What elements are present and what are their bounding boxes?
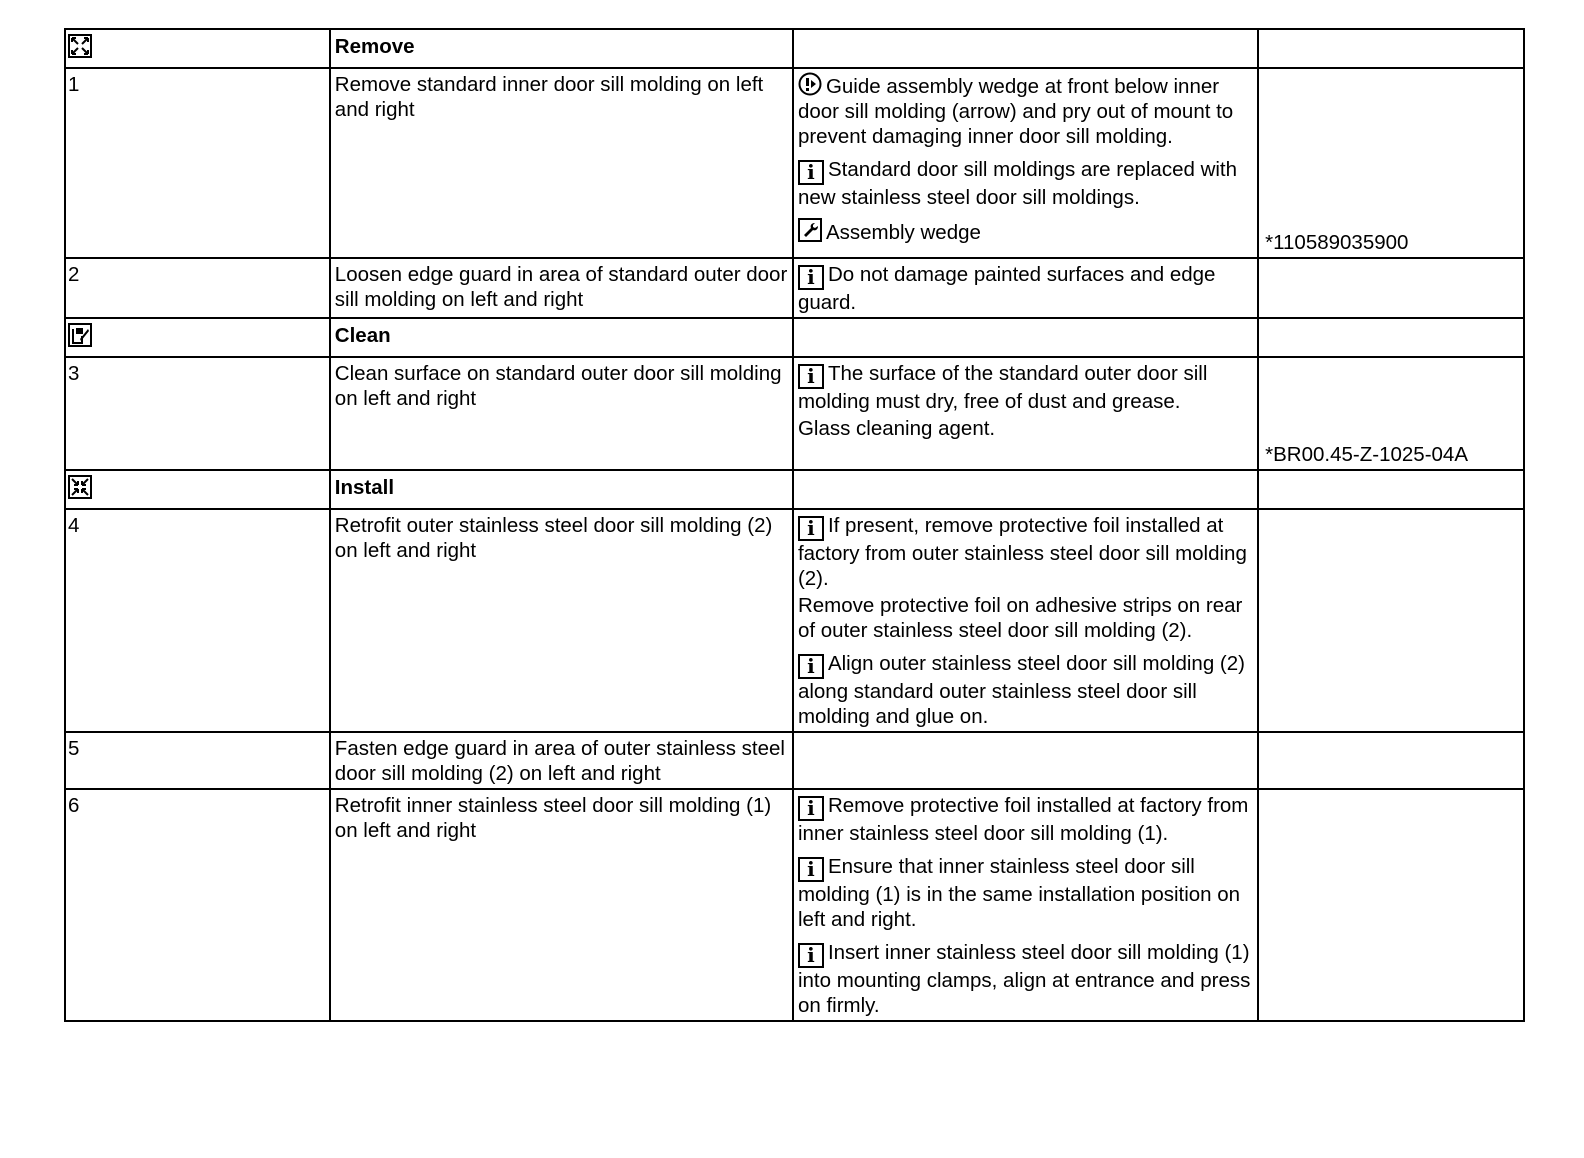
tool-text: Assembly wedge (825, 221, 981, 244)
step-action: Fasten edge guard in area of outer stainless steel door sill molding (2) on left and right (330, 732, 793, 789)
step-number: 4 (65, 509, 330, 732)
info-icon: i (798, 796, 824, 821)
info-icon: i (798, 654, 824, 679)
step-number: 6 (65, 789, 330, 1021)
step-notes (793, 258, 1258, 318)
section-title-clean: Clean (334, 324, 391, 347)
section-row-remove (65, 29, 1524, 68)
step-action: Remove standard inner door sill molding on left and right (330, 68, 793, 258)
info-icon: i (798, 516, 824, 541)
step-action: Retrofit outer stainless steel door sill molding (2) on left and right (330, 509, 793, 732)
step-notes (793, 68, 1258, 258)
install-section-icon (68, 475, 92, 499)
section-title-remove: Remove (334, 35, 415, 58)
section-row-install (65, 470, 1524, 509)
info-icon: i (798, 160, 824, 185)
step-action: Retrofit inner stainless steel door sill molding (1) on left and right (330, 789, 793, 1021)
info-icon: i (798, 943, 824, 968)
info-text: Remove protective foil installed at factory from inner stainless steel door sill molding (1). (797, 794, 1249, 845)
procedure-table (64, 28, 1525, 1022)
special-tool-icon (798, 218, 822, 242)
info-icon: i (798, 364, 824, 389)
info-icon: i (798, 857, 824, 882)
reference-number: *BR00.45-Z-1025-04A (1265, 443, 1468, 466)
reference-number: *110589035900 (1265, 231, 1409, 254)
table-row-step-4 (65, 509, 1524, 732)
info-text: Do not damage painted surfaces and edge guard. (797, 263, 1216, 314)
step-notes (793, 509, 1258, 732)
step-notes (793, 789, 1258, 1021)
info-text: Ensure that inner stainless steel door sill molding (1) is in the same installation position on left and right. (797, 855, 1241, 931)
agent-text: Glass cleaning agent. (797, 417, 996, 440)
table-row-step-2 (65, 258, 1524, 318)
table-row-step-1 (65, 68, 1524, 258)
remove-section-icon (68, 34, 92, 58)
step-action: Loosen edge guard in area of standard outer door sill molding on left and right (330, 258, 793, 318)
caution-icon (798, 72, 822, 96)
caution-text: Guide assembly wedge at front below inner door sill molding (arrow) and pry out of mount to prevent damaging inner door sill molding. (797, 75, 1234, 148)
step-number: 3 (65, 357, 330, 470)
info-icon: i (798, 265, 824, 290)
section-title-install: Install (334, 476, 395, 499)
info-text-continued: Remove protective foil on adhesive strips on rear of outer stainless steel door sill molding (2). (797, 594, 1243, 642)
step-action: Clean surface on standard outer door sill molding on left and right (330, 357, 793, 470)
info-text: If present, remove protective foil installed at factory from outer stainless steel door sill molding (2). (797, 514, 1247, 590)
reference-cell (1258, 357, 1524, 470)
info-text: Standard door sill moldings are replaced with new stainless steel door sill moldings. (797, 158, 1238, 209)
info-text: The surface of the standard outer door sill molding must dry, free of dust and grease. (797, 362, 1208, 413)
info-text: Align outer stainless steel door sill molding (2) along standard outer stainless steel door sill molding and glue on. (797, 652, 1245, 728)
step-number: 2 (65, 258, 330, 318)
section-row-clean (65, 318, 1524, 357)
table-row-step-6 (65, 789, 1524, 1021)
clean-section-icon (68, 323, 92, 347)
info-text: Insert inner stainless steel door sill molding (1) into mounting clamps, align at entrance and press on firmly. (797, 941, 1251, 1017)
step-number: 1 (65, 68, 330, 258)
step-number: 5 (65, 732, 330, 789)
table-row-step-5 (65, 732, 1524, 789)
reference-cell (1258, 68, 1524, 258)
table-row-step-3 (65, 357, 1524, 470)
step-notes (793, 357, 1258, 470)
